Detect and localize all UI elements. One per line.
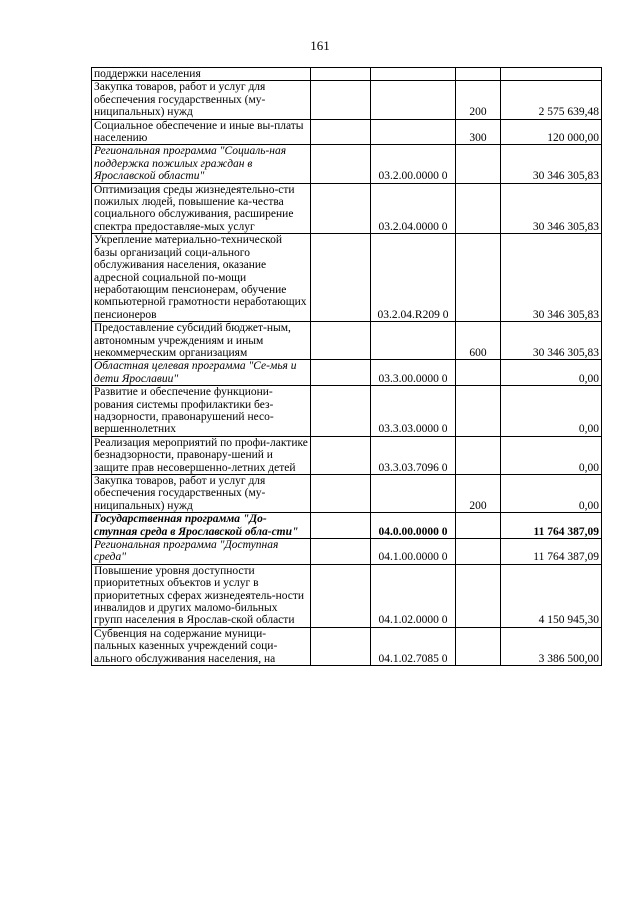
row-type-cell: 200 bbox=[456, 475, 501, 513]
row-code-cell: 03.2.04.R209 0 bbox=[371, 234, 456, 322]
row-code-cell: 04.1.02.7085 0 bbox=[371, 627, 456, 665]
row-type-cell bbox=[456, 183, 501, 234]
row-name-cell: Закупка товаров, работ и услуг для обеспечения государственных (му-ниципальных) нужд bbox=[92, 475, 311, 513]
table-row bbox=[92, 145, 602, 183]
row-type-cell: 200 bbox=[456, 81, 501, 119]
row-name-cell: Развитие и обеспечение функциони-рования системы профилактики без-надзорности, правонарушений несо-вершеннолетних bbox=[92, 386, 311, 437]
row-sum-cell: 120 000,00 bbox=[501, 119, 602, 145]
table-row bbox=[92, 234, 602, 322]
row-name-cell: Областная целевая программа "Се-мья и дети Ярославии" bbox=[92, 360, 311, 386]
row-name-cell: Оптимизация среды жизнедеятельно-сти пожилых людей, повышение ка-чества социального обслуживания, расширение спектра предоставляе-мых услуг bbox=[92, 183, 311, 234]
row-empty-cell bbox=[311, 386, 371, 437]
table-row bbox=[92, 513, 602, 539]
row-name-cell: Укрепление материально-технической базы организаций соци-ального обслуживания населения, оказание адресной социальной по-мощи неработающим пенсионерам, обучение компьютерной грамотности неработающих пенсионеров bbox=[92, 234, 311, 322]
row-empty-cell bbox=[311, 360, 371, 386]
row-empty-cell bbox=[311, 627, 371, 665]
table-row bbox=[92, 564, 602, 627]
row-name-cell: Реализация мероприятий по профи-лактике безнадзорности, правонару-шений и защите прав несовершенно-летних детей bbox=[92, 436, 311, 474]
table-row bbox=[92, 183, 602, 234]
row-name-cell: Региональная программа "Социаль-ная поддержка пожилых граждан в Ярославской области" bbox=[92, 145, 311, 183]
table-row bbox=[92, 119, 602, 145]
row-sum-cell: 30 346 305,83 bbox=[501, 322, 602, 360]
row-code-cell bbox=[371, 81, 456, 119]
row-empty-cell bbox=[311, 183, 371, 234]
row-type-cell bbox=[456, 539, 501, 565]
row-name-cell: Субвенция на содержание муници-пальных казенных учреждений соци-ального обслуживания населения, на bbox=[92, 627, 311, 665]
row-type-cell bbox=[456, 68, 501, 81]
row-code-cell: 03.3.00.0000 0 bbox=[371, 360, 456, 386]
table-row bbox=[92, 386, 602, 437]
row-sum-cell: 0,00 bbox=[501, 360, 602, 386]
table-row bbox=[92, 360, 602, 386]
table-row bbox=[92, 81, 602, 119]
row-empty-cell bbox=[311, 475, 371, 513]
row-sum-cell: 0,00 bbox=[501, 386, 602, 437]
row-sum-cell: 30 346 305,83 bbox=[501, 145, 602, 183]
row-name-cell: Повышение уровня доступности приоритетных объектов и услуг в приоритетных сферах жизнедеятель-ности инвалидов и других маломо-бильных групп населения в Ярослав-ской области bbox=[92, 564, 311, 627]
table-row bbox=[92, 539, 602, 565]
row-name-cell: Государственная программа "До-ступная среда в Ярославской обла-сти" bbox=[92, 513, 311, 539]
row-empty-cell bbox=[311, 234, 371, 322]
row-empty-cell bbox=[311, 145, 371, 183]
row-empty-cell bbox=[311, 322, 371, 360]
row-code-cell bbox=[371, 119, 456, 145]
row-sum-cell: 0,00 bbox=[501, 475, 602, 513]
row-code-cell: 03.3.03.7096 0 bbox=[371, 436, 456, 474]
row-empty-cell bbox=[311, 436, 371, 474]
row-type-cell bbox=[456, 386, 501, 437]
row-type-cell bbox=[456, 234, 501, 322]
row-code-cell: 03.3.03.0000 0 bbox=[371, 386, 456, 437]
row-type-cell bbox=[456, 564, 501, 627]
row-empty-cell bbox=[311, 539, 371, 565]
row-code-cell: 04.1.02.0000 0 bbox=[371, 564, 456, 627]
row-empty-cell bbox=[311, 513, 371, 539]
page-number: 161 bbox=[310, 38, 330, 53]
budget-table bbox=[91, 67, 602, 666]
row-type-cell: 600 bbox=[456, 322, 501, 360]
row-sum-cell: 2 575 639,48 bbox=[501, 81, 602, 119]
row-sum-cell: 11 764 387,09 bbox=[501, 513, 602, 539]
row-sum-cell: 30 346 305,83 bbox=[501, 183, 602, 234]
row-type-cell bbox=[456, 360, 501, 386]
row-empty-cell bbox=[311, 119, 371, 145]
row-type-cell bbox=[456, 145, 501, 183]
row-code-cell bbox=[371, 475, 456, 513]
table-row bbox=[92, 627, 602, 665]
row-empty-cell bbox=[311, 68, 371, 81]
row-sum-cell: 0,00 bbox=[501, 436, 602, 474]
table-row bbox=[92, 322, 602, 360]
row-name-cell: поддержки населения bbox=[92, 68, 311, 81]
row-sum-cell: 11 764 387,09 bbox=[501, 539, 602, 565]
row-name-cell: Социальное обеспечение и иные вы-платы населению bbox=[92, 119, 311, 145]
table-row bbox=[92, 436, 602, 474]
row-code-cell bbox=[371, 322, 456, 360]
row-code-cell: 03.2.04.0000 0 bbox=[371, 183, 456, 234]
row-sum-cell: 3 386 500,00 bbox=[501, 627, 602, 665]
row-empty-cell bbox=[311, 564, 371, 627]
row-sum-cell: 4 150 945,30 bbox=[501, 564, 602, 627]
row-name-cell: Закупка товаров, работ и услуг для обеспечения государственных (му-ниципальных) нужд bbox=[92, 81, 311, 119]
row-code-cell: 04.1.00.0000 0 bbox=[371, 539, 456, 565]
row-type-cell bbox=[456, 513, 501, 539]
table-row bbox=[92, 68, 602, 81]
row-type-cell bbox=[456, 436, 501, 474]
row-code-cell: 03.2.00.0000 0 bbox=[371, 145, 456, 183]
row-type-cell bbox=[456, 627, 501, 665]
row-sum-cell bbox=[501, 68, 602, 81]
row-empty-cell bbox=[311, 81, 371, 119]
row-sum-cell: 30 346 305,83 bbox=[501, 234, 602, 322]
row-type-cell: 300 bbox=[456, 119, 501, 145]
table-row bbox=[92, 475, 602, 513]
row-code-cell: 04.0.00.0000 0 bbox=[371, 513, 456, 539]
row-code-cell bbox=[371, 68, 456, 81]
row-name-cell: Региональная программа "Доступная среда" bbox=[92, 539, 311, 565]
row-name-cell: Предоставление субсидий бюджет-ным, автономным учреждениям и иным некоммерческим организациям bbox=[92, 322, 311, 360]
